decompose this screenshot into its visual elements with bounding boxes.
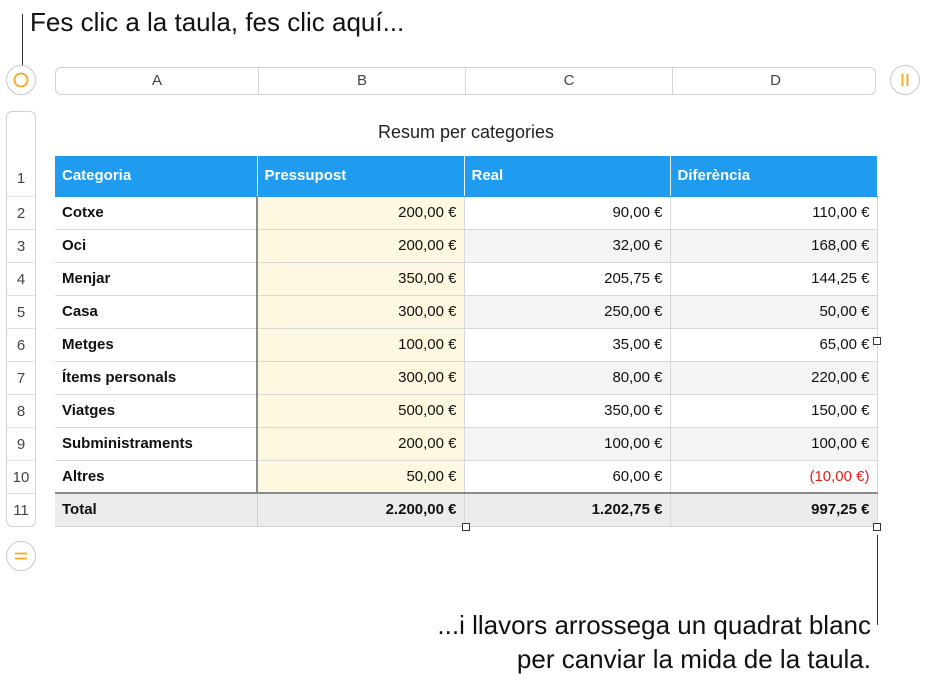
table-row	[55, 229, 877, 262]
table-row	[55, 196, 877, 229]
resize-handle-corner[interactable]	[873, 523, 881, 531]
budget-cell[interactable]: 300,00 €	[257, 295, 464, 328]
category-cell[interactable]: Oci	[55, 229, 257, 262]
column-header-b[interactable]: B	[259, 68, 466, 94]
add-column-button[interactable]	[890, 65, 920, 95]
budget-cell[interactable]: 100,00 €	[257, 328, 464, 361]
budget-cell[interactable]: 350,00 €	[257, 262, 464, 295]
difference-cell[interactable]: 144,25 €	[670, 262, 877, 295]
header-cell-pressupost[interactable]: Pressupost	[257, 156, 464, 196]
table-row	[55, 460, 877, 493]
summary-table[interactable]	[55, 156, 878, 527]
callout-top-text: Fes clic a la taula, fes clic aquí...	[30, 7, 405, 37]
resize-handle-bottom[interactable]	[462, 523, 470, 531]
total-real-cell[interactable]: 1.202,75 €	[464, 493, 670, 526]
real-cell[interactable]: 80,00 €	[464, 361, 670, 394]
table-row	[55, 262, 877, 295]
total-budget-cell[interactable]: 2.200,00 €	[257, 493, 464, 526]
column-header-a[interactable]: A	[56, 68, 259, 94]
column-header-c[interactable]: C	[466, 68, 673, 94]
table-row	[55, 328, 877, 361]
column-header-d[interactable]: D	[770, 72, 781, 89]
callout-bottom-line1: ...i llavors arrossega un quadrat blanc	[437, 610, 871, 640]
table-row	[55, 394, 877, 427]
total-label-cell[interactable]: Total	[55, 493, 257, 526]
difference-cell[interactable]: 110,00 €	[670, 196, 877, 229]
real-cell[interactable]: 350,00 €	[464, 394, 670, 427]
budget-cell[interactable]: 500,00 €	[257, 394, 464, 427]
equals-icon	[7, 542, 35, 570]
table-row	[55, 295, 877, 328]
difference-cell[interactable]: 168,00 €	[670, 229, 877, 262]
category-cell[interactable]: Metges	[55, 328, 257, 361]
category-cell[interactable]: Cotxe	[55, 196, 257, 229]
difference-cell[interactable]: 65,00 €	[670, 328, 877, 361]
budget-cell[interactable]: 200,00 €	[257, 427, 464, 460]
callout-bottom-line2: per canviar la mida de la taula.	[516, 644, 871, 674]
total-difference-cell[interactable]: 997,25 €	[670, 493, 877, 526]
difference-cell[interactable]: 150,00 €	[670, 394, 877, 427]
budget-cell[interactable]: 200,00 €	[257, 229, 464, 262]
row-header-8[interactable]: 8	[16, 403, 26, 420]
callout-top-leader	[22, 14, 23, 66]
category-cell[interactable]: Subministraments	[55, 427, 257, 460]
row-reference-bar	[6, 111, 36, 527]
header-cell-real[interactable]: Real	[464, 156, 670, 196]
category-cell[interactable]: Casa	[55, 295, 257, 328]
budget-cell[interactable]: 50,00 €	[257, 460, 464, 493]
callout-bottom-text	[437, 608, 871, 676]
row-header-9[interactable]: 9	[16, 436, 26, 453]
row-header-5[interactable]: 5	[16, 304, 26, 321]
total-row	[55, 493, 877, 526]
header-cell-categoria[interactable]: Categoria	[55, 156, 257, 196]
row-header-7[interactable]: 7	[16, 370, 26, 387]
header-cell-diferencia[interactable]: Diferència	[670, 156, 877, 196]
real-cell[interactable]: 90,00 €	[464, 196, 670, 229]
real-cell[interactable]: 60,00 €	[464, 460, 670, 493]
table-row	[55, 427, 877, 460]
category-cell[interactable]: Viatges	[55, 394, 257, 427]
difference-cell[interactable]: 50,00 €	[670, 295, 877, 328]
pause-bars-icon	[891, 66, 919, 94]
row-header-11[interactable]: 11	[13, 502, 29, 519]
table-row	[55, 361, 877, 394]
add-row-button[interactable]	[6, 541, 36, 571]
difference-cell-negative[interactable]: (10,00 €)	[670, 460, 877, 493]
category-cell[interactable]: Altres	[55, 460, 257, 493]
real-cell[interactable]: 35,00 €	[464, 328, 670, 361]
column-reference-bar	[55, 67, 876, 95]
circle-icon	[7, 66, 35, 94]
table-select-handle[interactable]	[6, 65, 36, 95]
row-header-3[interactable]: 3	[16, 238, 26, 255]
category-cell[interactable]: Menjar	[55, 262, 257, 295]
budget-cell[interactable]: 200,00 €	[257, 196, 464, 229]
table-header-row	[55, 156, 877, 196]
real-cell[interactable]: 100,00 €	[464, 427, 670, 460]
row-header-10[interactable]: 10	[12, 469, 30, 486]
row-header-1[interactable]: 1	[16, 170, 26, 187]
real-cell[interactable]: 32,00 €	[464, 229, 670, 262]
real-cell[interactable]: 205,75 €	[464, 262, 670, 295]
row-header-2[interactable]: 2	[16, 205, 26, 222]
real-cell[interactable]: 250,00 €	[464, 295, 670, 328]
difference-cell[interactable]: 220,00 €	[670, 361, 877, 394]
row-header-6[interactable]: 6	[16, 337, 26, 354]
callout-bottom-leader	[877, 535, 878, 625]
row-header-4[interactable]: 4	[16, 271, 26, 288]
table-title[interactable]: Resum per categories	[377, 122, 555, 142]
difference-cell[interactable]: 100,00 €	[670, 427, 877, 460]
budget-cell[interactable]: 300,00 €	[257, 361, 464, 394]
resize-handle-right[interactable]	[873, 337, 881, 345]
category-cell[interactable]: Ítems personals	[55, 361, 257, 394]
